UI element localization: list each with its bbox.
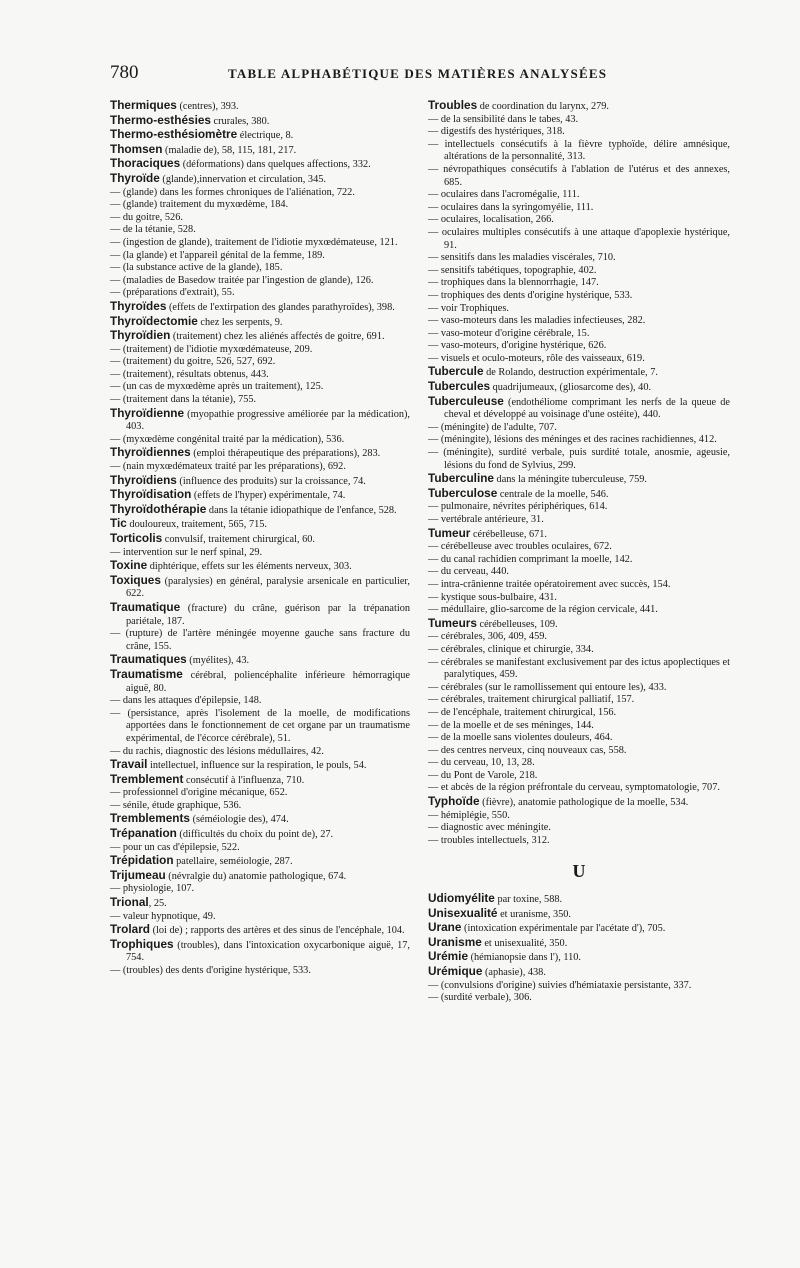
entry-text: — du rachis, diagnostic des lésions médullaires, 42. [110,745,324,757]
index-entry [110,199,410,212]
index-entry [428,114,730,127]
index-entry [428,965,730,980]
entry-text: — (traitement dans la tétanie), 755. [110,394,257,406]
index-entry [110,628,410,653]
entry-text: — cérébrales se manifestant exclusivement par des ictus apoplectiques et paralytiques, 459. [428,656,730,681]
index-entry [110,911,410,924]
index-entry [428,514,730,527]
index-entry [110,315,410,330]
entry-text: crurales, 380. [210,115,270,127]
index-entry [428,365,730,380]
index-entry [428,265,730,278]
index-entry [110,172,410,187]
index-entry [110,773,410,788]
running-title: TABLE ALPHABÉTIQUE DES MATIÈRES ANALYSÉES [228,66,608,81]
entry-text: centrale de la moelle, 546. [497,488,609,500]
entry-headword: Tuberculine [428,471,494,486]
index-entry [428,694,730,707]
index-entry [110,559,410,574]
index-entry [110,827,410,842]
entry-text: — (persistance, après l'isolement de la moelle, de modifications apportées dans le fonctionnement de cet organe par un traumatisme expérimental, de l'écorce cérébrale), 51. [110,707,410,744]
index-entry [110,488,410,503]
entry-text: — vaso-moteurs, d'origine hystérique, 626. [428,340,607,352]
entry-text: — voir Trophiques. [428,302,509,314]
entry-text: — oculaires dans la syringomyélie, 111. [428,201,594,213]
page-header [110,62,730,88]
entry-text: — (traitement) du goitre, 526, 527, 692. [110,356,276,368]
entry-text: — oculaires multiples consécutifs à une attaque d'apoplexie hystérique, 91. [428,226,730,251]
entry-headword: Thyroïdiennes [110,445,191,460]
index-entry [428,644,730,657]
entry-text: patellaire, seméiologie, 287. [173,856,293,868]
index-entry [110,601,410,628]
index-entry [428,277,730,290]
entry-text: (hémianopsie dans l'), 110. [468,952,581,964]
entry-headword: Unisexualité [428,905,498,920]
entry-text: — physiologie, 107. [110,883,195,895]
entry-text: — intra-crânienne traitée opératoirement avec succès, 154. [428,578,671,590]
entry-headword: Thomsen [110,141,163,156]
entry-text: — trophiques des dents d'origine hystérique, 533. [428,289,633,301]
index-entry [428,795,730,810]
entry-headword: Thoraciques [110,156,181,171]
entry-text: — professionnel d'origine mécanique, 652. [110,787,288,799]
entry-text: — (la substance active de la glande), 185. [110,262,283,274]
index-entry [428,189,730,202]
entry-text: (influence des produits) sur la croissance, 74. [176,475,366,487]
index-entry [428,980,730,993]
entry-text: — de la tétanie, 528. [110,224,196,236]
index-entry [428,745,730,758]
entry-text: (effets de l'hyper) expérimentale, 74. [191,490,346,502]
index-entry [428,907,730,922]
entry-text: — cérébrales, traitement chirurgical palliatif, 157. [428,694,635,706]
entry-headword: Tuberculose [428,485,498,500]
entry-text: — et abcès de la région préfrontale du cerveau, symptomatologie, 707. [428,782,720,794]
section-letter: U [572,861,586,882]
entry-text: (effets de l'extirpation des glandes parathyroïdes), 398. [166,301,395,313]
index-entry [428,290,730,303]
index-entry [428,380,730,395]
index-entry [428,227,730,252]
entry-headword: Travail [110,757,148,772]
index-entry [110,369,410,382]
entry-text: — trophiques dans la blennorrhagie, 147. [428,277,599,289]
entry-text: — (maladies de Basedow traitée par l'ingestion de glande), 126. [110,274,374,286]
entry-text: (difficultés du choix du point de), 27. [176,829,334,841]
entry-text: — (surdité verbale), 306. [428,992,532,1004]
entry-headword: Tremblement [110,771,184,786]
index-entry [428,592,730,605]
index-entry [110,187,410,200]
right-column [428,99,730,1005]
entry-text: — vertébrale antérieure, 31. [428,514,544,525]
entry-text: douloureux, traitement, 565, 715. [126,519,267,531]
entry-text: — du cerveau, 440. [428,566,509,578]
index-entry [110,787,410,800]
entry-headword: Trijumeau [110,867,166,882]
index-entry [428,617,730,632]
entry-headword: Toxine [110,558,148,573]
entry-headword: Thyroïdisation [110,487,192,502]
index-entry [110,212,410,225]
entry-text: — (méningite), surdité verbale, puis surdité totale, anosmie, ageusie, lésions du fond de Sylvius, 299. [428,447,730,471]
index-entry [110,356,410,369]
index-entry [110,262,410,275]
entry-headword: Tubercule [428,364,484,379]
entry-text: — (rupture) de l'artère méningée moyenne gauche sans fracture du crâne, 155. [110,628,410,652]
index-entry [110,653,410,668]
index-entry [110,854,410,869]
index-entry [428,822,730,835]
entry-text: (traitement) chez les aliénés affectés de goitre, 691. [170,331,385,343]
index-entry [110,869,410,884]
entry-headword: Uranisme [428,934,482,949]
page-number: 780 [110,62,139,83]
entry-headword: Thyroïdes [110,298,167,313]
entry-headword: Traumatisme [110,666,183,681]
entry-text: — kystique sous-bulbaire, 431. [428,591,557,603]
entry-text: (centres), 393. [176,101,239,112]
index-entry [428,566,730,579]
entry-text: — pulmonaire, névrites périphériques, 614. [428,501,608,513]
entry-text: — de la sensibilité dans le tabes, 43. [428,113,579,125]
entry-headword: Urémie [428,949,468,964]
index-entry [428,315,730,328]
index-entry [110,938,410,965]
entry-text: — sénile, étude graphique, 536. [110,799,242,811]
index-entry [110,547,410,560]
index-entry [428,936,730,951]
entry-text: , 25. [148,898,167,910]
entry-text: — oculaires dans l'acromégalie, 111. [428,189,580,201]
entry-text: — (méningite), lésions des méninges et des racines rachidiennes, 412. [428,434,717,446]
entry-text: (intoxication expérimentale par l'acétate d'), 705. [461,923,666,935]
index-entry [110,99,410,114]
entry-headword: Urane [428,920,462,935]
entry-text: — (glande) dans les formes chroniques de l'aliénation, 722. [110,186,355,198]
entry-text: — sensitifs tabétiques, topographie, 402. [428,264,597,276]
index-entry [110,157,410,172]
entry-text: — de la moelle sans violentes douleurs, 464. [428,732,613,744]
entry-headword: Trépidation [110,853,174,868]
entry-text: — (traitement) de l'idiotie myxœdémateuse, 209. [110,343,313,355]
entry-text: (myélites), 43. [186,655,250,667]
entry-text: (aphasie), 438. [482,967,546,978]
entry-headword: Trolard [110,922,150,937]
entry-text: — vaso-moteurs dans les maladies infectieuses, 282. [428,315,646,327]
index-entry [428,554,730,567]
index-entry [428,892,730,907]
index-entry [428,422,730,435]
index-entry [110,275,410,288]
entry-headword: Thyroïdienne [110,405,185,420]
entry-headword: Thermo-esthésies [110,112,211,127]
entry-text: — (troubles) des dents d'origine hystérique, 533. [110,965,311,976]
entry-text: — valeur hypnotique, 49. [110,910,216,922]
entry-text: chez les serpents, 9. [197,316,283,328]
index-entry [428,252,730,265]
entry-text: cérébral, poliencéphalite inférieure hémorragique aiguë, 80. [126,669,410,694]
index-entry [428,487,730,502]
index-entry [110,883,410,896]
entry-headword: Thyroïdien [110,328,171,343]
entry-headword: Troubles [428,98,478,112]
right-column-u-entries [428,892,730,1005]
entry-text: — troubles intellectuels, 312. [428,834,550,846]
index-entry [428,214,730,227]
entry-headword: Trional [110,895,149,910]
entry-text: — oculaires, localisation, 266. [428,214,554,226]
entry-headword: Thyroïdectomie [110,313,198,328]
left-column [110,99,410,978]
entry-text: convulsif, traitement chirurgical, 60. [162,534,316,545]
index-entry [110,224,410,237]
index-entry [110,300,410,315]
entry-text: — de la moelle et de ses méninges, 144. [428,719,594,731]
entry-text: consécutif à l'influenza, 710. [183,774,305,786]
index-entry [428,992,730,1005]
index-entry [428,202,730,215]
entry-text: — (traitement), résultats obtenus, 443. [110,368,269,380]
entry-text: (séméiologie des), 474. [190,814,289,826]
entry-text: — du cerveau, 10, 13, 28. [428,757,535,769]
entry-text: — du Pont de Varole, 218. [428,769,538,781]
entry-text: (troubles), dans l'intoxication oxycarbonique aiguë, 17, 754. [126,939,410,964]
index-entry [110,965,410,978]
index-entry [110,407,410,434]
entry-text: — (nain myxœdémateux traité par les préparations), 692. [110,461,346,473]
index-entry [428,950,730,965]
index-entry [428,921,730,936]
index-entry [110,329,410,344]
index-entry [110,923,410,938]
entry-text: — dans les attaques d'épilepsie, 148. [110,695,262,707]
index-entry [428,657,730,682]
entry-text: — intervention sur le nerf spinal, 29. [110,546,263,558]
entry-text: — (ingestion de glande), traitement de l'idiotie myxœdémateuse, 121. [110,236,398,248]
index-entry [110,344,410,357]
entry-text: cérébelleuses, 109. [476,618,558,630]
index-entry [428,126,730,139]
entry-headword: Tremblements [110,811,190,826]
index-entry [428,810,730,823]
entry-text: — digestifs des hystériques, 318. [428,126,565,138]
entry-text: dans la tétanie idiopathique de l'enfance, 528. [206,504,397,516]
entry-headword: Trépanation [110,826,177,841]
entry-headword: Tumeurs [428,615,477,630]
index-entry [428,579,730,592]
entry-text: quadrijumeaux, (gliosarcome des), 40. [490,382,652,394]
index-entry [428,303,730,316]
entry-text: — des centres nerveux, cinq nouveaux cas, 558. [428,744,627,756]
entry-text: — névropathiques consécutifs à l'ablation de l'utérus et des annexes, 685. [428,163,730,188]
entry-text: — (un cas de myxœdème après un traitement), 125. [110,381,324,393]
entry-headword: Typhoïde [428,794,480,809]
index-entry [428,139,730,164]
index-entry [110,695,410,708]
index-entry [428,164,730,189]
entry-text: et uranisme, 350. [497,908,571,920]
entry-headword: Udiomyélite [428,891,495,906]
index-entry [428,757,730,770]
entry-text: (loi de) ; rapports des artères et des sinus de l'encéphale, 104. [150,925,405,937]
entry-text: — vaso-moteur d'origine cérébrale, 15. [428,327,590,339]
entry-text: électrique, 8. [237,130,294,142]
index-entry [110,250,410,263]
index-entry [110,381,410,394]
entry-headword: Tuberculeuse [428,393,504,408]
entry-text: et unisexualité, 350. [481,937,568,949]
entry-text: — (myxœdème congénital traité par la médication), 536. [110,433,345,445]
index-entry [110,503,410,518]
index-entry [428,707,730,720]
entry-text: — du canal rachidien comprimant la moelle, 142. [428,553,633,565]
entry-headword: Urémique [428,964,483,978]
entry-text: (emploi thérapeutique des préparations), 283. [190,448,381,460]
index-entry [110,237,410,250]
entry-text: — cérébelleuse avec troubles oculaires, 672. [428,541,612,553]
entry-text: — visuels et oculo-moteurs, rôle des vaisseaux, 619. [428,352,645,364]
entry-text: par toxine, 588. [494,894,563,906]
entry-headword: Toxiques [110,572,161,587]
entry-headword: Thermiques [110,98,177,112]
entry-text: — cérébrales, 306, 409, 459. [428,631,547,643]
entry-text: — (glande) traitement du myxœdème, 184. [110,199,289,211]
index-entry [110,758,410,773]
entry-text: — (la glande) et l'appareil génital de la femme, 189. [110,249,325,261]
entry-headword: Tic [110,516,127,531]
entry-text: — (méningite) de l'adulte, 707. [428,421,557,433]
index-entry [110,896,410,911]
index-entry [110,143,410,158]
entry-text: (maladie de), 58, 115, 181, 217. [162,144,297,156]
entry-headword: Thyroïdothérapie [110,501,207,516]
index-entry [110,708,410,746]
entry-text: — intellectuels consécutifs à la fièvre typhoïde, délire amnésique, altérations de la personnalité, 313. [428,138,730,163]
index-entry [428,447,730,472]
index-entry [110,668,410,695]
index-entry [110,574,410,601]
entry-text: — cérébrales, clinique et chirurgie, 334. [428,643,594,655]
index-entry [428,395,730,422]
entry-text: (déformations) dans quelques affections, 332. [180,159,371,171]
entry-text: (paralysies) en général, paralysie arsenicale en particulier, 622. [126,575,410,600]
entry-text: — médullaire, glio-sarcome de la région cervicale, 441. [428,604,658,616]
entry-headword: Torticolis [110,531,163,545]
entry-text: — de l'encéphale, traitement chirurgical, 156. [428,706,617,718]
index-entry [428,770,730,783]
entry-text: — pour un cas d'épilepsie, 522. [110,841,240,853]
entry-text: de coordination du larynx, 279. [477,101,610,112]
entry-text: dans la méningite tuberculeuse, 759. [493,474,647,486]
entry-text: diphtérique, effets sur les éléments nerveux, 303. [147,561,352,573]
entry-text: — hémiplégie, 550. [428,809,510,821]
entry-text: (fièvre), anatomie pathologique de la moelle, 534. [479,797,689,809]
index-entry [428,541,730,554]
index-entry [110,446,410,461]
entry-text: (fracture) du crâne, guérison par la trépanation pariétale, 187. [126,602,410,627]
entry-text: — (convulsions d'origine) suivies d'hémiataxie persistante, 337. [428,979,692,991]
index-entry [428,472,730,487]
index-entry [428,682,730,695]
entry-headword: Traumatiques [110,652,187,667]
index-entry [110,532,410,547]
entry-text: (glande),innervation et circulation, 345. [159,173,326,185]
entry-text: (endothéliome comprimant les nerfs de la queue de cheval et développé au voisinage d'une ostéite), 440. [444,396,730,421]
entry-headword: Thyroïde [110,170,160,185]
index-entry [428,720,730,733]
index-entry [428,340,730,353]
index-entry [428,328,730,341]
entry-text: de Rolando, destruction expérimentale, 7. [483,367,658,379]
index-entry [110,517,410,532]
index-entry [110,474,410,489]
entry-headword: Tumeur [428,525,471,540]
index-entry [428,835,730,848]
index-entry [428,732,730,745]
index-entry [110,114,410,129]
entry-text: intellectuel, influence sur la respiration, le pouls, 54. [147,760,367,772]
index-entry [428,99,730,114]
index-entry [428,434,730,447]
index-entry [110,746,410,759]
entry-text: — cérébrales (sur le ramollissement qui entoure les), 433. [428,681,667,693]
entry-text: cérébelleuse, 671. [470,528,548,540]
entry-text: — (préparations d'extrait), 55. [110,287,235,299]
entry-headword: Thermo-esthésiomètre [110,127,238,142]
index-entry [110,812,410,827]
index-entry [428,527,730,542]
entry-text: (névralgie du) anatomie pathologique, 674. [165,870,347,882]
entry-text: — sensitifs dans les maladies viscérales, 710. [428,252,616,264]
entry-text: — diagnostic avec méningite. [428,822,551,834]
entry-headword: Trophiques [110,936,174,951]
entry-headword: Thyroïdiens [110,472,177,487]
entry-headword: Traumatique [110,599,181,614]
entry-text: — du goitre, 526. [110,211,183,223]
index-entry [110,128,410,143]
index-entry [428,501,730,514]
right-column-t-entries [428,99,730,847]
entry-headword: Tubercules [428,379,491,394]
entry-text: (myopathie progressive améliorée par la médication), 403. [126,408,410,433]
index-entry [428,631,730,644]
